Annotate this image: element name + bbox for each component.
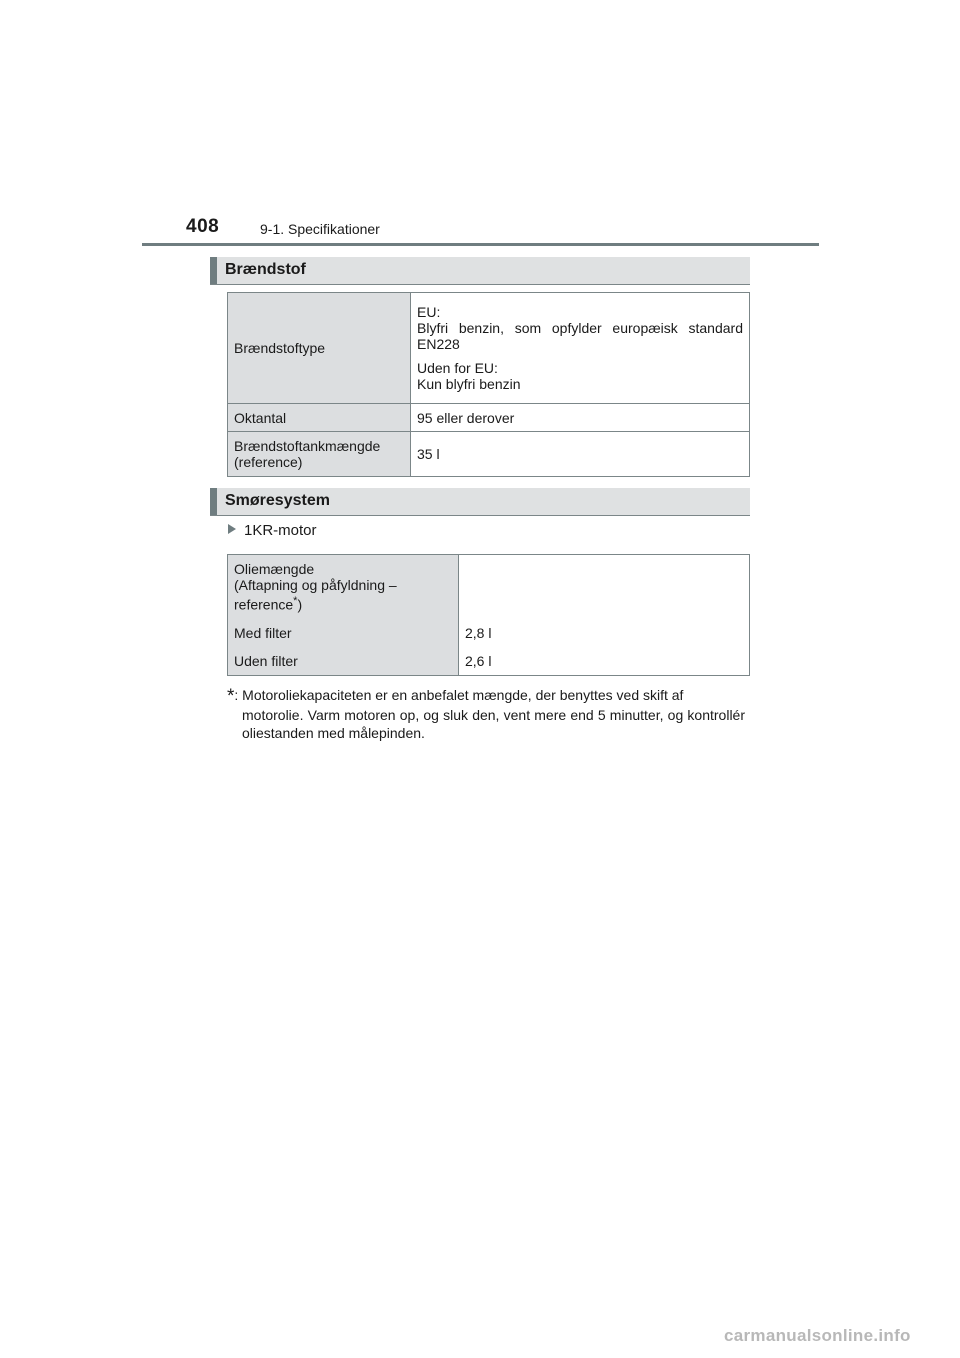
with-filter-label: Med filter (228, 619, 459, 647)
fuel-section-heading (210, 257, 750, 285)
lubrication-heading-title: Smøresystem (225, 492, 330, 509)
heading-accent-bar (210, 257, 217, 284)
oil-label-line1: Oliemængde (234, 560, 315, 577)
table-row (228, 404, 750, 432)
fuel-table (227, 292, 750, 477)
table-row (228, 619, 750, 647)
oil-label-line2: (Aftapning og påfyldning – (234, 576, 397, 593)
with-filter-value: 2,8 l (459, 619, 750, 647)
tank-capacity-label-line1: Brændstoftankmængde (234, 438, 381, 454)
octane-value: 95 eller derover (411, 404, 750, 432)
oil-label-close: ) (297, 596, 303, 613)
table-row (228, 432, 750, 477)
without-filter-label: Uden filter (228, 647, 459, 676)
footnote-text-rest: motorolie. Varm motoren op, og sluk den, vent mere end 5 minutter, og kontrollér oliestanden med målepinden. (242, 707, 745, 741)
oil-label-reference: reference (234, 596, 294, 613)
footnote-text-first: : Motoroliekapaciteten er en anbefalet mængde, der benyttes ved skift af (234, 687, 684, 703)
tank-capacity-label-line2: (reference) (234, 454, 303, 470)
footnote (227, 686, 745, 742)
oil-label-line3 (234, 593, 452, 613)
non-eu-label: Uden for EU: (417, 360, 498, 376)
oil-capacity-value (459, 555, 750, 619)
table-row (228, 293, 750, 404)
fuel-type-label: Brændstoftype (228, 293, 411, 404)
engine-name: 1KR-motor (244, 522, 317, 539)
footnote-mark: * (293, 594, 298, 607)
page-number: 408 (186, 216, 220, 237)
header-divider (142, 243, 819, 246)
eu-label: EU: (417, 304, 441, 320)
tank-capacity-label (228, 432, 411, 477)
engine-subheading (228, 522, 317, 539)
without-filter-value: 2,6 l (459, 647, 750, 676)
heading-accent-bar (210, 488, 217, 515)
fuel-heading-title: Brændstof (225, 261, 306, 278)
section-title: 9-1. Specifikationer (260, 221, 380, 237)
table-row (228, 647, 750, 676)
octane-label: Oktantal (228, 404, 411, 432)
fuel-type-value (411, 293, 750, 404)
table-row (228, 555, 750, 619)
non-eu-value: Kun blyfri benzin (417, 376, 521, 392)
oil-capacity-label (228, 555, 459, 619)
site-watermark: carmanualsonline.info (724, 1326, 911, 1345)
oil-capacity-table (227, 554, 750, 676)
eu-value: Blyfri benzin, som opfylder europæisk standard EN228 (417, 320, 743, 352)
triangle-bullet-icon (228, 524, 236, 534)
lubrication-section-heading (210, 488, 750, 516)
tank-capacity-value: 35 l (411, 432, 750, 477)
footnote-asterisk: * (227, 686, 235, 707)
